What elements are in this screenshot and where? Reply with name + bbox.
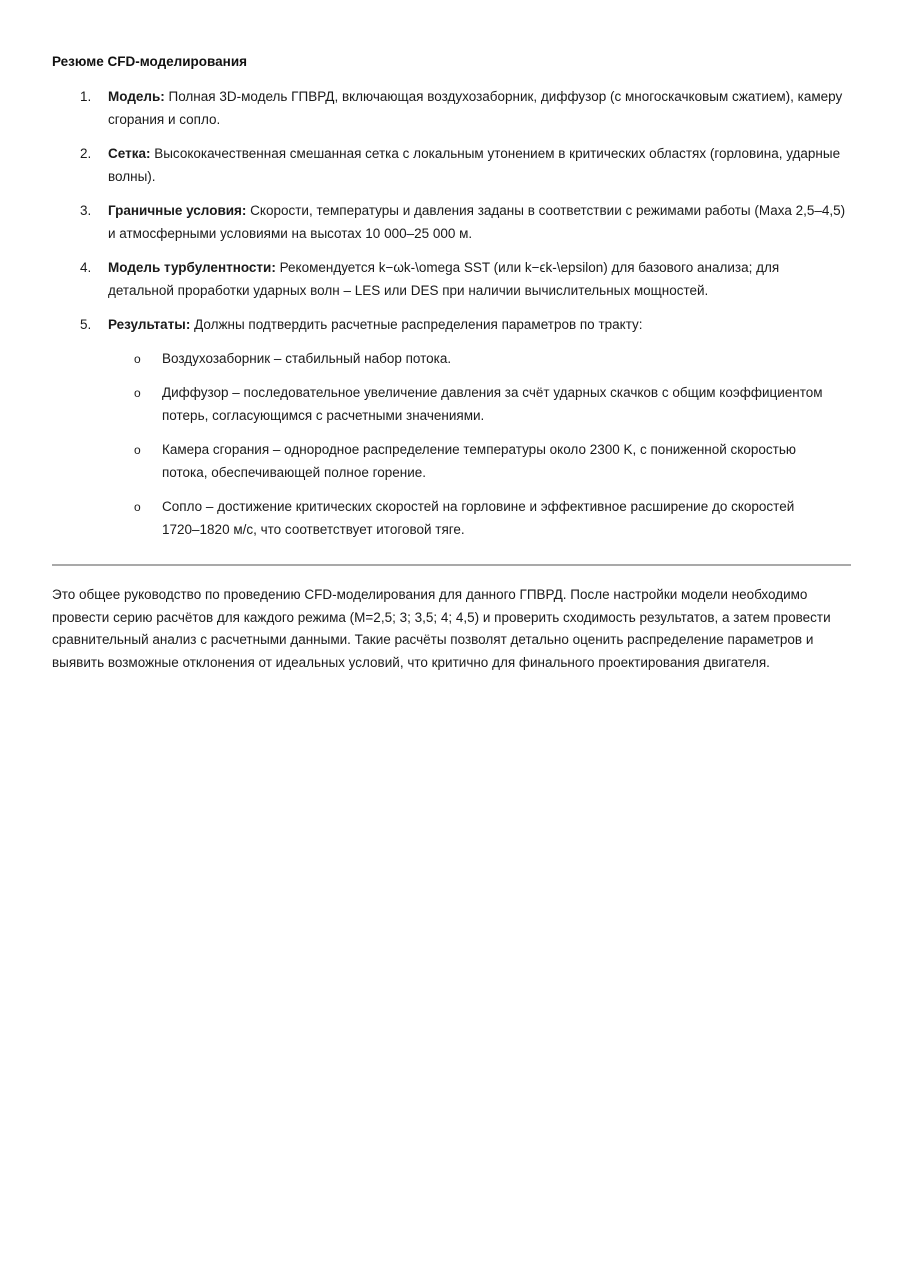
summary-paragraph: Это общее руководство по проведению CFD-моделирования для данного ГПВРД. После настройки модели необходимо провести серию расчётов для каждого режима (M=2,5; 3; 3,5; 4; 4,5) и проверить сходимость результатов, а затем провести сравнительный анализ с расчетными данными. Такие расчёты позволят детально оценить распределение параметров и выявить возможные отклонения от идеальных условий, что критично для финального проектирования двигателя. [52, 587, 831, 670]
list-number: 1. [80, 89, 92, 104]
sub-item-nozzle [107, 496, 847, 541]
list-item-model [0, 86, 907, 131]
list-item-results [0, 314, 907, 541]
sub-item-text: Камера сгорания – однородное распределение температуры около 2300 K, с пониженной скоростью потока, обеспечивающей полное горение. [162, 442, 796, 480]
list-item-boundary-conditions [0, 200, 907, 245]
item-text: Рекомендуется k−ωk-\omega SST (или k−ϵk-\epsilon) для базового анализа; для детальной проработки ударных волн – LES или DES при наличии вычислительных мощностей. [108, 260, 780, 298]
horizontal-divider [52, 564, 851, 566]
bullet-circle-icon: o [134, 500, 141, 514]
item-term: Результаты: [108, 317, 191, 332]
item-term: Модель: [108, 89, 165, 104]
sub-item-text: Воздухозаборник – стабильный набор потока. [162, 350, 452, 366]
list-number: 3. [80, 203, 92, 218]
item-text: Должны подтвердить расчетные распределения параметров по тракту: [190, 317, 643, 332]
list-number: 5. [80, 317, 92, 332]
bullet-circle-icon: o [134, 386, 141, 400]
item-text: Скорости, температуры и давления заданы в соответствии с режимами работы (Маха 2,5–4,5) и атмосферными условиями на высотах 10 000–25 000 м. [108, 203, 846, 241]
list-number: 2. [80, 146, 92, 161]
document-heading: Резюме CFD-моделирования [52, 54, 248, 69]
item-term: Модель турбулентности: [108, 260, 276, 275]
item-text: Полная 3D-модель ГПВРД, включающая воздухозаборник, диффузор (с многоскачковым сжатием), камеру сгорания и сопло. [108, 89, 843, 127]
sub-item-diffuser [107, 382, 847, 427]
bullet-circle-icon: o [134, 351, 141, 366]
list-number: 4. [80, 260, 92, 275]
item-text: Высококачественная смешанная сетка с локальным утонением в критических областях (горловина, ударные волны). [108, 146, 841, 184]
results-sub-list [108, 348, 847, 542]
item-term: Граничные условия: [108, 203, 247, 218]
item-term: Сетка: [108, 146, 151, 161]
list-item-turbulence-model [0, 257, 907, 302]
sub-item-intake [107, 348, 847, 371]
list-item-mesh [0, 143, 907, 188]
numbered-list [0, 86, 907, 553]
sub-item-text: Сопло – достижение критических скоростей на горловине и эффективное расширение до скоростей 1720–1820 м/с, что соответствует итоговой тяге. [162, 499, 795, 537]
sub-item-text: Диффузор – последовательное увеличение давления за счёт ударных скачков с общим коэффициентом потерь, согласующимся с расчетными значениями. [162, 385, 823, 423]
sub-item-combustor [107, 439, 847, 484]
bullet-circle-icon: o [134, 443, 141, 457]
